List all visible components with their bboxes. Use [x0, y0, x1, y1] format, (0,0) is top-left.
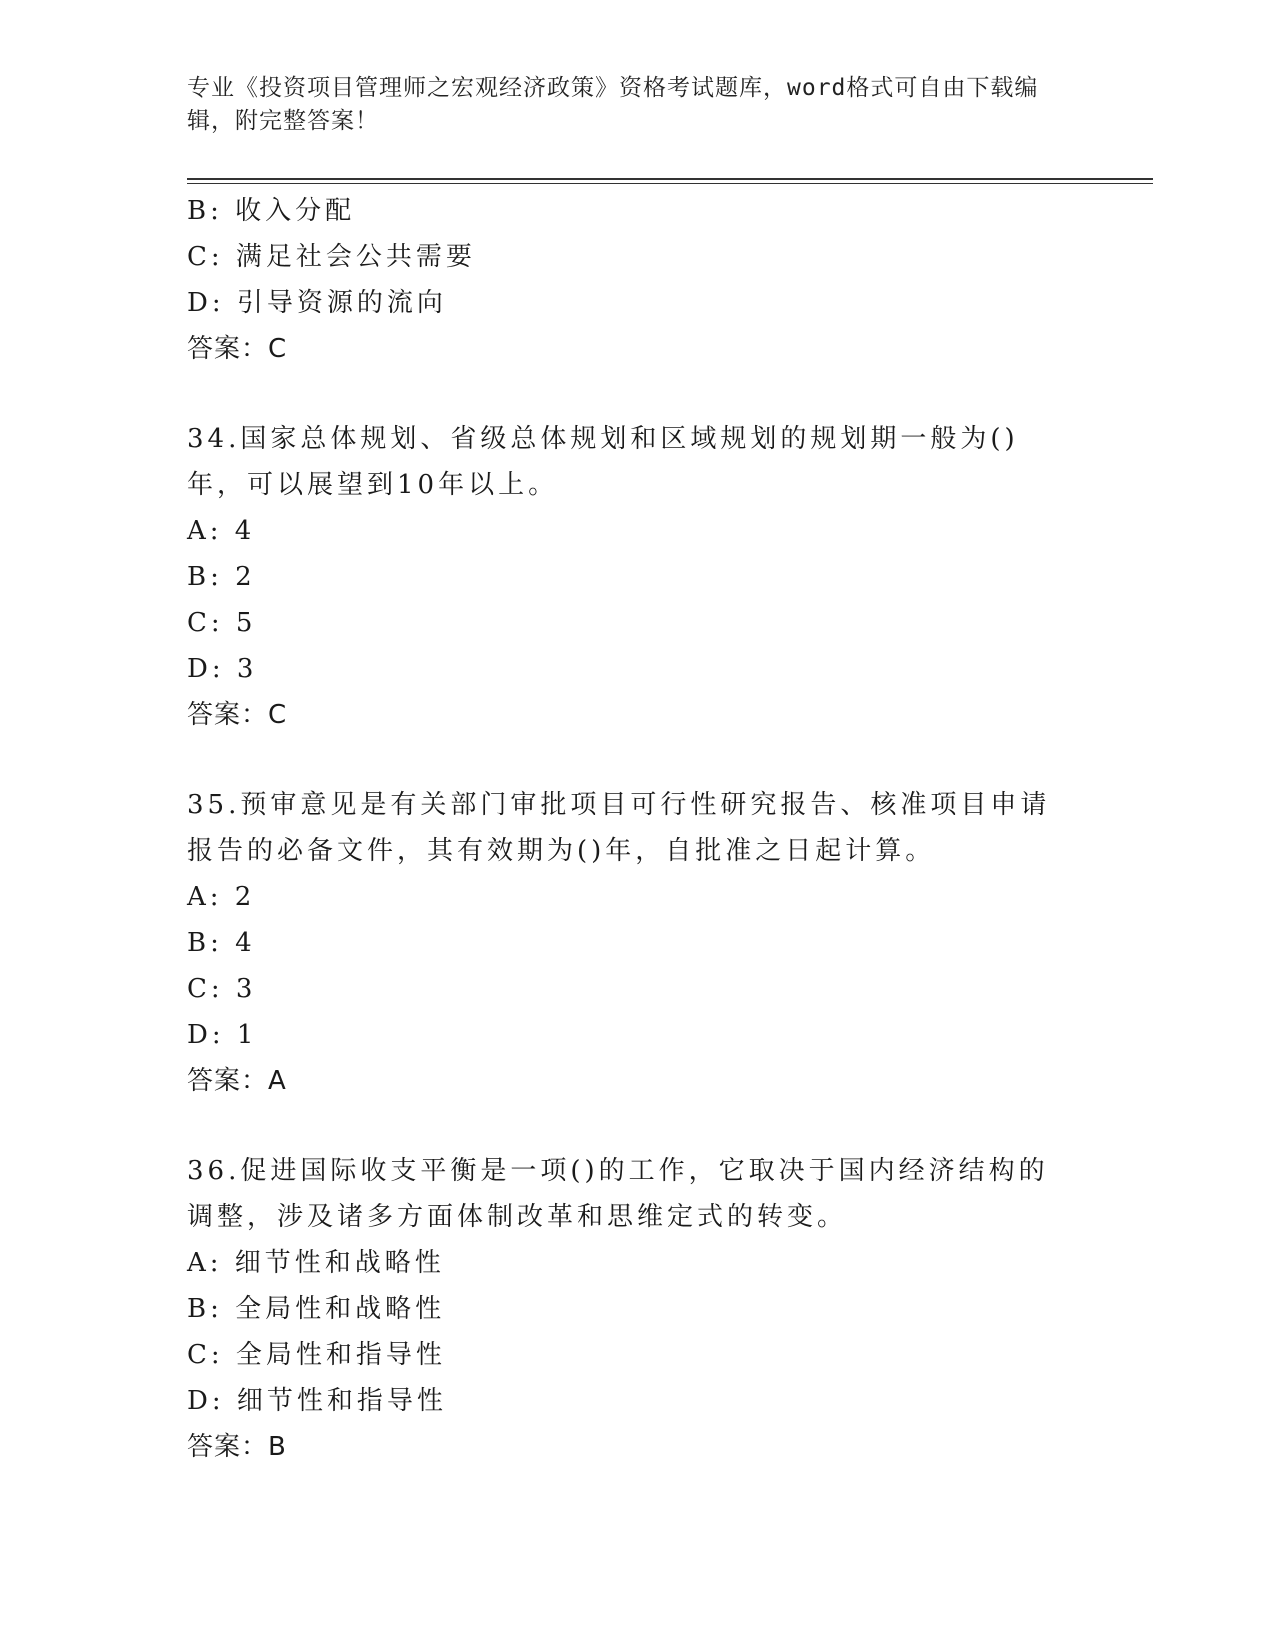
option-c: C: 5 [187, 608, 257, 638]
option-a: A: 细节性和战略性 [187, 1248, 445, 1278]
question-36 [187, 1148, 1087, 1470]
header-rule-thin [187, 183, 1153, 184]
option-c: C: 满足社会公共需要 [187, 242, 476, 272]
option-b: B: 收入分配 [187, 196, 356, 226]
answer: 答案：C [187, 334, 288, 364]
answer: 答案：A [187, 1066, 287, 1096]
option-c: C: 3 [187, 974, 257, 1004]
option-d: D: 引导资源的流向 [187, 288, 447, 318]
answer: 答案：B [187, 1432, 287, 1462]
document-header: 专业《投资项目管理师之宏观经济政策》资格考试题库，word格式可自由下载编辑，附完整答案！ [187, 75, 1039, 134]
option-a: A: 4 [187, 516, 256, 546]
question-33-tail [187, 188, 1087, 372]
question-text: 35.预审意见是有关部门审批项目可行性研究报告、核准项目申请报告的必备文件，其有效期为()年，自批准之日起计算。 [187, 790, 1051, 866]
option-a: A: 2 [187, 882, 256, 912]
answer: 答案：C [187, 700, 288, 730]
option-b: B: 全局性和战略性 [187, 1294, 446, 1324]
question-text: 36.促进国际收支平衡是一项()的工作，它取决于国内经济结构的调整，涉及诸多方面体制改革和思维定式的转变。 [187, 1156, 1049, 1232]
option-b: B: 2 [187, 562, 256, 592]
question-34 [187, 416, 1087, 738]
option-d: D: 细节性和指导性 [187, 1386, 447, 1416]
header-rule-thick [187, 178, 1153, 180]
question-text: 34.国家总体规划、省级总体规划和区域规划的规划期一般为()年，可以展望到10年以上。 [187, 424, 1019, 500]
question-list [187, 188, 1087, 1470]
option-c: C: 全局性和指导性 [187, 1340, 446, 1370]
option-d: D: 3 [187, 654, 258, 684]
question-35 [187, 782, 1087, 1104]
option-b: B: 4 [187, 928, 256, 958]
option-d: D: 1 [187, 1020, 258, 1050]
